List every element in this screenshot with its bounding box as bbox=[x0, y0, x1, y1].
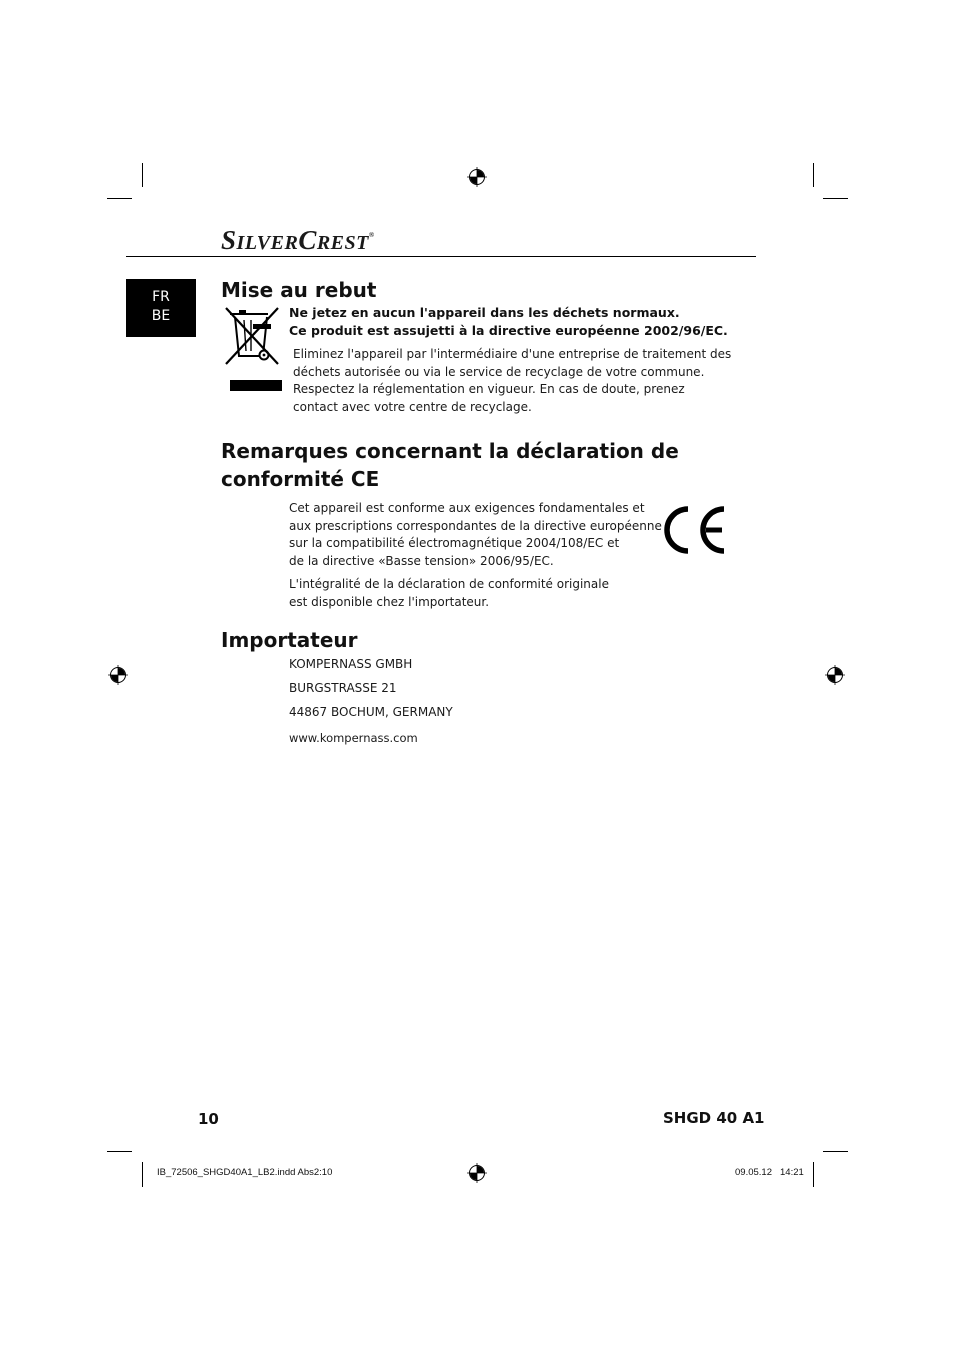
registration-mark-icon bbox=[825, 665, 845, 685]
section-title-conformity: Remarques concernant la déclaration de conformité CE bbox=[221, 439, 679, 491]
disposal-body: Eliminez l'appareil par l'intermédiaire d'une entreprise de traitement des déchets autorisée ou via le service de recyclage de votre commune. Respectez la réglementation en vigueur. En cas de doute, prenez contact avec votre centre de recyclage. bbox=[293, 347, 732, 414]
section-title-importer: Importateur bbox=[221, 628, 358, 652]
page-number: 10 bbox=[198, 1110, 219, 1128]
print-slug-date: 09.05.12 bbox=[735, 1167, 772, 1178]
header-rule bbox=[126, 256, 756, 257]
crop-mark bbox=[107, 198, 132, 199]
importer-company: KOMPERNASS GMBH bbox=[289, 657, 413, 671]
registration-mark-icon bbox=[467, 1163, 487, 1183]
ce-mark-icon bbox=[658, 505, 730, 555]
importer-street: BURGSTRASSE 21 bbox=[289, 681, 397, 695]
crossed-out-bin-icon bbox=[222, 304, 284, 396]
language-code: BE bbox=[151, 308, 171, 324]
importer-website: www.kompernass.com bbox=[289, 731, 418, 745]
silvercrest-logo: SILVERCREST® bbox=[221, 225, 375, 255]
crop-mark bbox=[142, 163, 143, 187]
conformity-paragraph: Cet appareil est conforme aux exigences fondamentales et aux prescriptions correspondantes de la directive européenne sur la compatibilité électromagnétique 2004/108/EC et de la directive «Basse tension» 2006/95/EC. bbox=[289, 501, 662, 568]
crop-mark bbox=[823, 1151, 848, 1152]
print-slug-time: 14:21 bbox=[780, 1167, 804, 1178]
crop-mark bbox=[142, 1162, 143, 1187]
crop-mark bbox=[813, 163, 814, 187]
language-tab bbox=[126, 279, 196, 337]
crop-mark bbox=[813, 1162, 814, 1187]
language-code: FR bbox=[152, 289, 170, 305]
print-slug-file: IB_72506_SHGD40A1_LB2.indd Abs2:10 bbox=[157, 1167, 333, 1178]
registration-mark-icon bbox=[467, 167, 487, 187]
model-number: SHGD 40 A1 bbox=[663, 1109, 765, 1127]
crop-mark bbox=[107, 1151, 132, 1152]
importer-city: 44867 BOCHUM, GERMANY bbox=[289, 705, 453, 719]
disposal-warning: Ne jetez en aucun l'appareil dans les déchets normaux. Ce produit est assujetti à la directive européenne 2002/96/EC. bbox=[289, 305, 728, 338]
crop-mark bbox=[823, 198, 848, 199]
registration-mark-icon bbox=[108, 665, 128, 685]
section-title-disposal: Mise au rebut bbox=[221, 278, 377, 302]
conformity-availability: L'intégralité de la déclaration de conformité originale est disponible chez l'importateur. bbox=[289, 577, 609, 609]
